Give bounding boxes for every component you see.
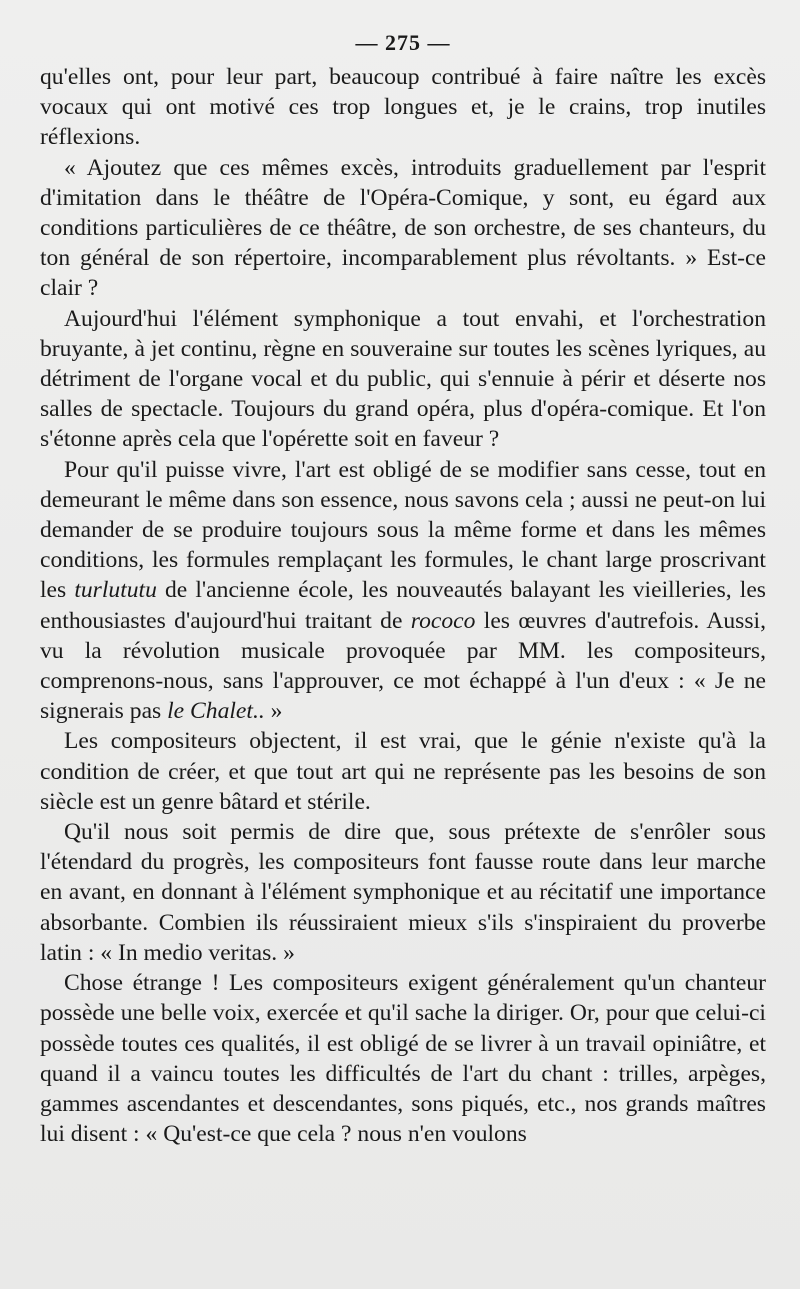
text-run: Aujourd'hui l'élément symphonique a tout envahi, et l'orchestration bruyante, à jet continu, règne en souveraine sur toutes les scènes lyriques, au détriment de l'organe vocal et du public, qui s'ennuie à périr et déserte nos salles de spectacle. Toujours du grand opéra, plus d'opéra-comique. Et l'on s'étonne après cela que l'opérette soit en faveur ? xyxy=(40,305,766,453)
paragraph xyxy=(40,968,766,1149)
italic-text: rococo xyxy=(410,607,476,634)
text-run: de l'ancienne école, les nouveautés balayant les vieilleries, les enthousiastes d'aujourd'hui traitant de xyxy=(40,577,766,634)
italic-text: le Chalet.. xyxy=(167,698,265,725)
italic-text: turlututu xyxy=(74,577,157,604)
text-run: Pour qu'il puisse vivre, l'art est obligé de se modifier sans cesse, tout en demeurant le même dans son essence, nous savons cela ; aussi ne peut-on lui demander de se produire toujours sous la même forme et dans les mêmes conditions, les formules remplaçant les formules, le chant large proscrivant les xyxy=(40,456,766,604)
text-run: » xyxy=(264,698,283,725)
text-run: les œuvres d'autrefois. Aussi, vu la révolution musicale provoquée par MM. les compositeurs, comprenons-nous, sans l'approuver, ce mot échappé à l'un d'eux : « Je ne signerais pas xyxy=(40,607,766,725)
text-run: « Ajoutez que ces mêmes excès, introduits graduellement par l'esprit d'imitation dans le théâtre de l'Opéra-Comique, y sont, eu égard aux conditions particulières de ce théâtre, de son orchestre, de ses chanteurs, du ton général de son répertoire, incomparablement plus révoltants. » Est-ce clair ? xyxy=(40,154,766,302)
text-run: Chose étrange ! Les compositeurs exigent généralement qu'un chanteur possède une belle voix, exercée et qu'il sache la diriger. Or, pour que celui-ci possède toutes ces qualités, il est obligé de se livrer à un travail opiniâtre, et quand il a vaincu toutes les difficultés de l'art du chant : trilles, arpèges, gammes ascendantes et descendantes, sons piqués, etc., nos grands maîtres lui disent : « Qu'est-ce que cela ? nous n'en voulons xyxy=(40,970,766,1148)
paragraph xyxy=(40,304,766,455)
text-run: qu'elles ont, pour leur part, beaucoup contribué à faire naître les excès vocaux qui ont motivé ces trop longues et, je le crains, trop inutiles réflexions. xyxy=(40,64,766,151)
text-run: Qu'il nous soit permis de dire que, sous prétexte de s'enrôler sous l'étendard du progrès, les compositeurs font fausse route dans leur marche en avant, en donnant à l'élément symphonique et au récitatif une importance absorbante. Combien ils réussiraient mieux s'ils s'inspiraient du proverbe latin : « In medio veritas. » xyxy=(40,819,766,966)
text-run: Les compositeurs objectent, il est vrai, que le génie n'existe qu'à la condition de créer, et que tout art qui ne représente pas les besoins de son siècle est un genre bâtard et stérile. xyxy=(40,728,766,815)
paragraph xyxy=(40,455,766,727)
body-text xyxy=(40,62,766,1149)
paragraph xyxy=(40,62,766,153)
paragraph xyxy=(40,726,766,817)
paragraph xyxy=(40,153,766,304)
paragraph xyxy=(40,817,766,968)
page-number: — 275 — xyxy=(355,30,451,55)
